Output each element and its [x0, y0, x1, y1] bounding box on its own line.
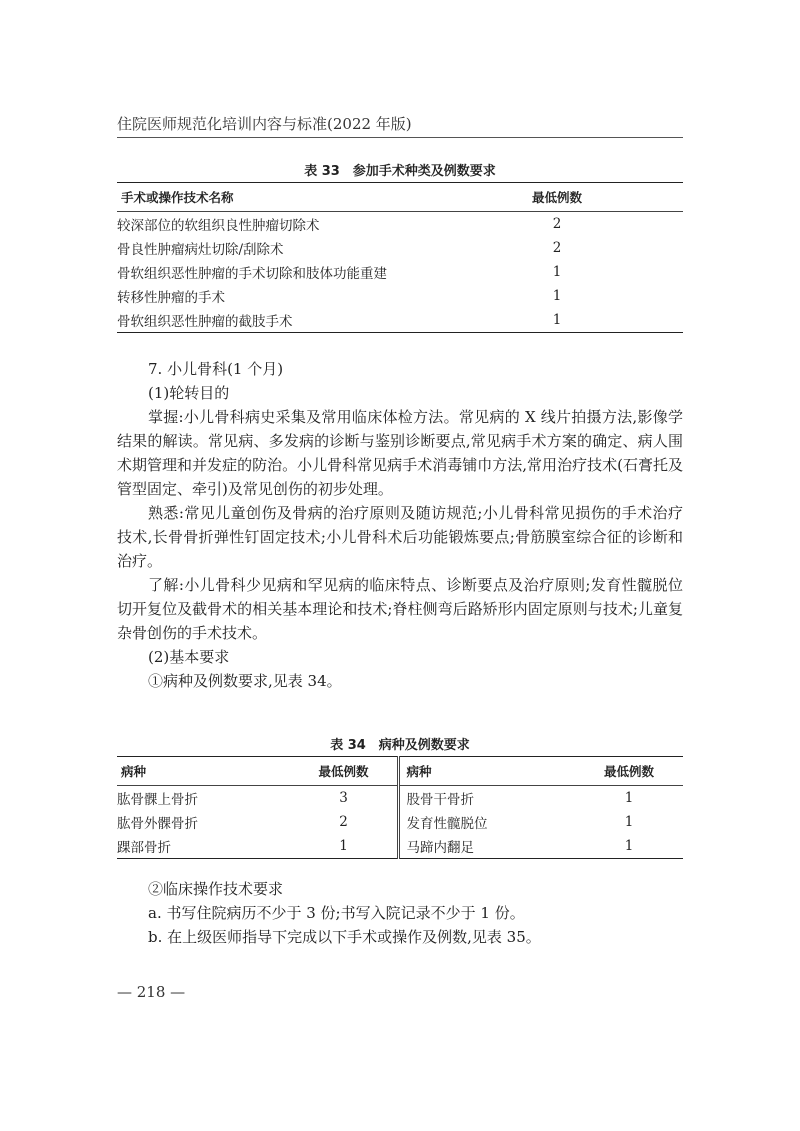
- table-34-caption: 表 34 病种及例数要求: [330, 738, 470, 753]
- cell-disease: 踝部骨折: [117, 834, 290, 859]
- cell-disease: 肱骨外髁骨折: [117, 816, 198, 832]
- table-row: [117, 786, 683, 811]
- cell-count: 2: [290, 810, 399, 834]
- table-34: [117, 756, 683, 859]
- running-header: 住院医师规范化培训内容与标准(2022 年版): [117, 115, 412, 133]
- paragraph-familiar: 熟悉:常见儿童创伤及骨病的治疗原则及随访规范;小儿骨科常见损伤的手术治疗技术,长骨骨折弹性钉固定技术;小儿骨科术后功能锻炼要点;骨筋膜室综合征的诊断和治疗。: [117, 504, 683, 570]
- cell-disease: 发育性髋脱位: [406, 816, 488, 832]
- header-rule: [117, 137, 683, 138]
- item-disease-requirements: ①病种及例数要求,见表 34。: [148, 672, 342, 690]
- column-header-disease: 病种: [399, 757, 575, 786]
- column-header-count: 最低例数: [431, 183, 683, 212]
- cell-count: 1: [624, 790, 634, 806]
- cell-name: 骨软组织恶性肿瘤的截肢手术: [117, 308, 431, 333]
- paragraph-understand: 了解:小儿骨科少见病和罕见病的临床特点、诊断要点及治疗原则;发育性髋脱位切开复位及截骨术的相关基本理论和技术;脊柱侧弯后路矫形内固定原则与技术;儿童复杂骨创伤的手术技术。: [117, 576, 683, 642]
- cell-disease: 股骨干骨折: [406, 792, 474, 808]
- cell-name: 较深部位的软组织良性肿瘤切除术: [117, 218, 320, 234]
- cell-count: 1: [624, 814, 634, 830]
- cell-name: 骨良性肿瘤病灶切除/刮除术: [117, 242, 284, 258]
- page-number: — 218 —: [117, 983, 186, 1001]
- body-text-after: [117, 877, 683, 949]
- section-title: 7. 小儿骨科(1 个月): [148, 360, 284, 378]
- table-row: [117, 260, 683, 284]
- table-33-caption: 表 33 参加手术种类及例数要求: [304, 164, 496, 179]
- body-text: [117, 357, 683, 693]
- subsection-basic-requirements: (2)基本要求: [148, 648, 230, 666]
- cell-name: 转移性肿瘤的手术: [117, 290, 225, 306]
- item-clinical-skills: ②临床操作技术要求: [148, 880, 284, 898]
- table-row: [117, 236, 683, 260]
- cell-count: 2: [552, 216, 562, 232]
- requirement-b: b. 在上级医师指导下完成以下手术或操作及例数,见表 35。: [148, 928, 541, 946]
- table-header-row: [117, 757, 683, 786]
- requirement-a: a. 书写住院病历不少于 3 份;书写入院记录不少于 1 份。: [148, 904, 525, 922]
- cell-count: 1: [290, 834, 399, 859]
- cell-count: 3: [290, 786, 399, 811]
- cell-count: 1: [575, 834, 683, 859]
- column-header-count: 最低例数: [575, 757, 683, 786]
- table-row: [117, 212, 683, 237]
- paragraph-master: 掌握:小儿骨科病史采集及常用临床体检方法。常见病的 X 线片拍摄方法,影像学结果的解读。常见病、多发病的诊断与鉴别诊断要点,常见病手术方案的确定、病人围术期管理和并发症的防治。小儿骨科常见病手术消毒铺巾方法,常用治疗技术(石膏托及管型固定、牵引)及常见创伤的初步处理。: [117, 408, 683, 498]
- column-header-count: 最低例数: [290, 757, 399, 786]
- cell-disease: 马蹄内翻足: [399, 834, 575, 859]
- cell-count: 2: [552, 240, 562, 256]
- column-header-disease: 病种: [117, 757, 290, 786]
- cell-name: 骨软组织恶性肿瘤的手术切除和肢体功能重建: [117, 266, 387, 282]
- table-33: [117, 182, 683, 333]
- table-header-row: [117, 183, 683, 212]
- table-row: [117, 834, 683, 859]
- table-row: [117, 810, 683, 834]
- cell-disease: 肱骨髁上骨折: [117, 792, 198, 808]
- cell-count: 1: [552, 288, 562, 304]
- column-header-name: 手术或操作技术名称: [117, 183, 431, 212]
- subsection-rotation-goals: (1)轮转目的: [148, 384, 230, 402]
- cell-count: 1: [552, 264, 562, 280]
- table-row: [117, 284, 683, 308]
- cell-count: 1: [431, 308, 683, 333]
- table-row: [117, 308, 683, 333]
